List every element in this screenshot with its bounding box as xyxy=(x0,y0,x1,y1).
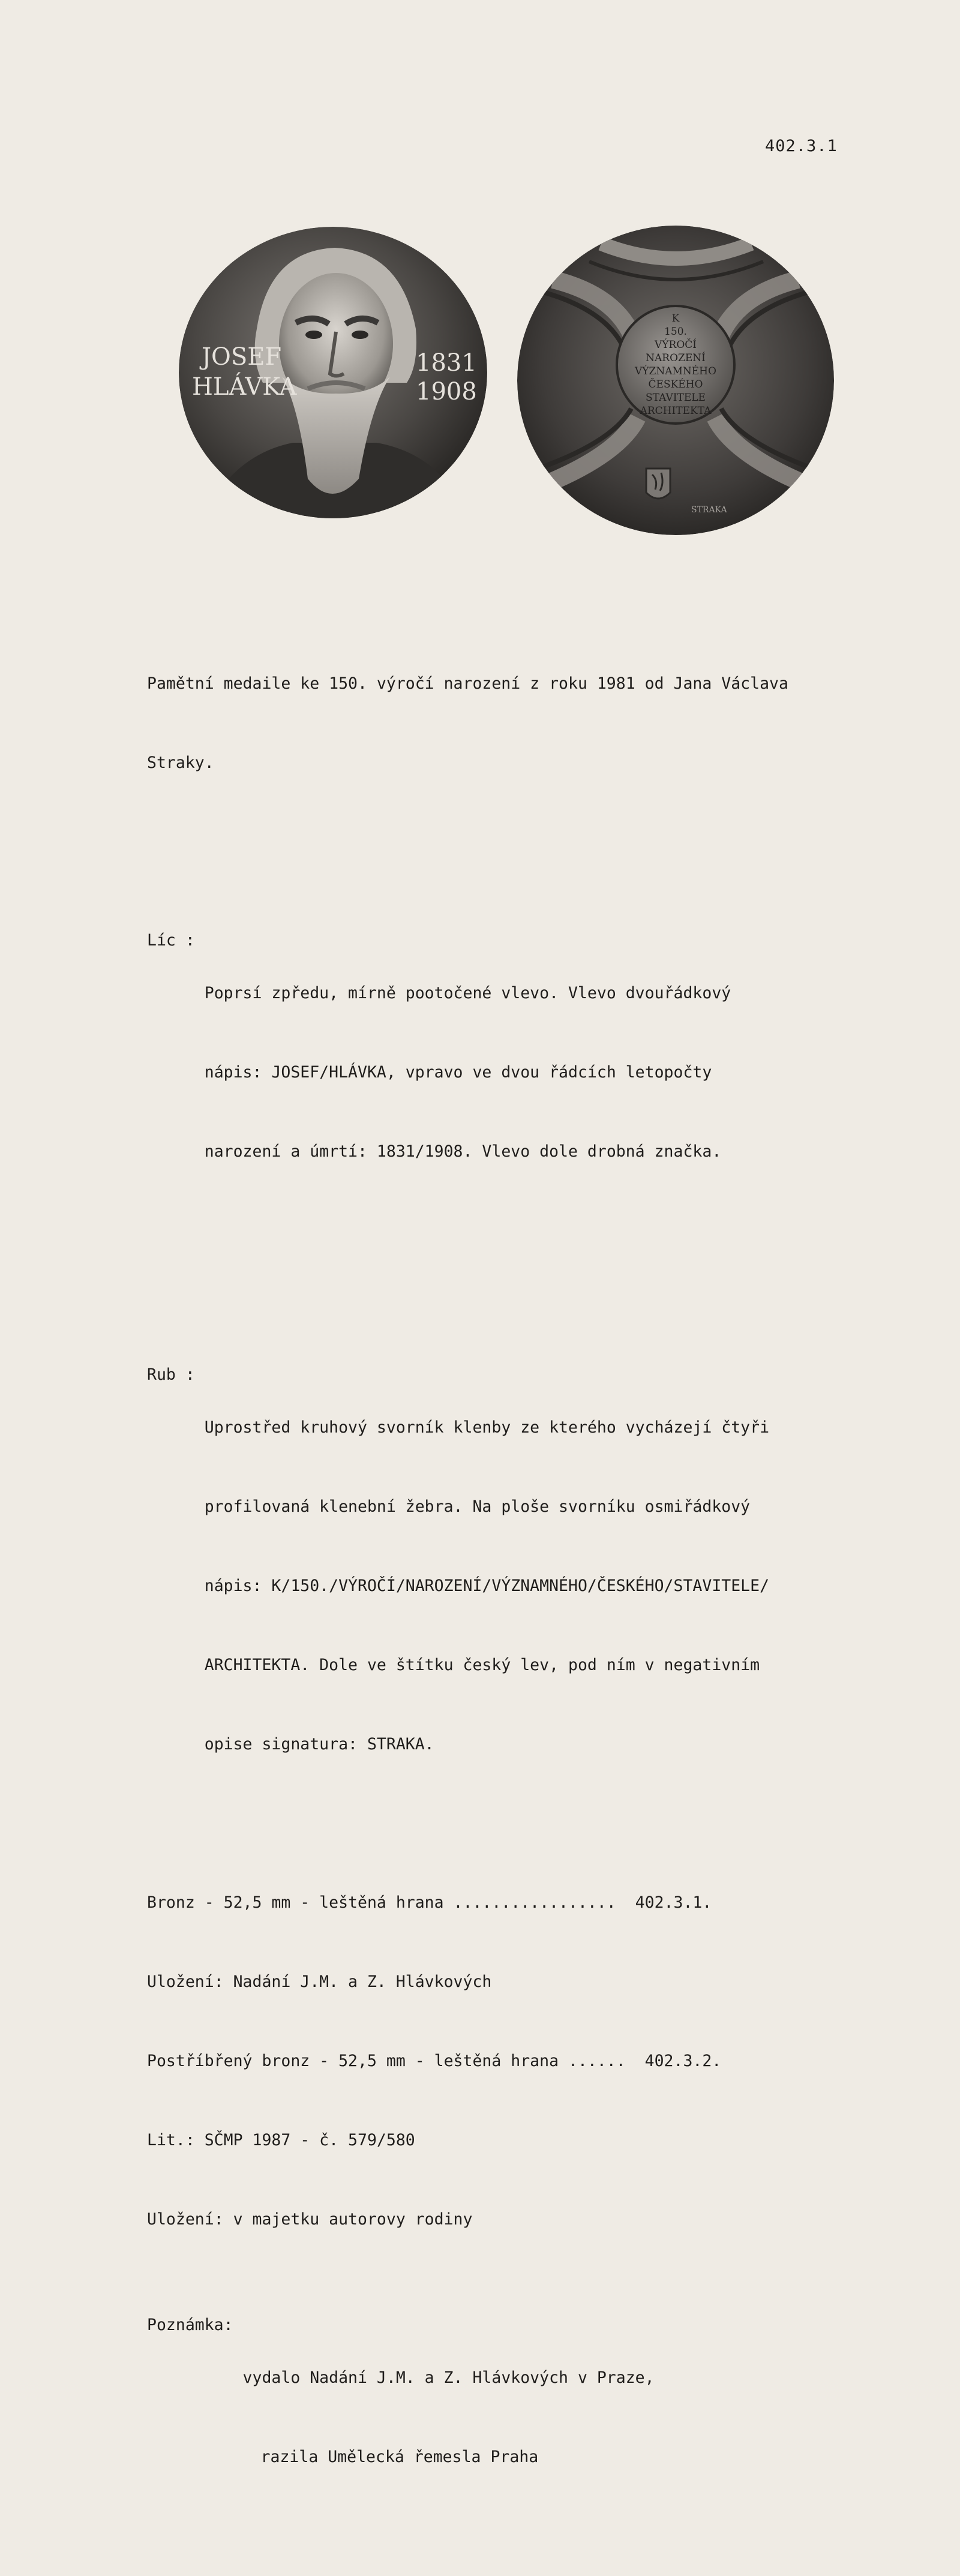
reverse-shield-lion xyxy=(646,469,670,499)
reverse-inscription-line-3: VÝROČÍ xyxy=(655,339,697,351)
description-title-line-1: Pamětní medaile ke 150. výročí narození z roku 1981 od Jana Václava xyxy=(147,674,788,693)
reverse-inscription-line-6: ČESKÉHO xyxy=(648,379,703,391)
rub-line-2: profilovaná klenební žebra. Na ploše svorníku osmiřádkový xyxy=(204,1497,751,1516)
reverse-inscription-line-5: VÝZNAMNÉHO xyxy=(635,365,716,377)
note-line-2: razila Umělecká řemesla Praha xyxy=(260,2448,539,2466)
rub-section xyxy=(147,1362,867,1811)
detail-line: Postříbřený bronz - 52,5 mm - leštěná hrana ...... 402.3.2. xyxy=(147,2052,722,2070)
note-section xyxy=(147,2312,867,2523)
detail-line: Bronz - 52,5 mm - leštěná hrana ................. 402.3.1. xyxy=(147,1893,712,1912)
description-title-line-2: Straky. xyxy=(147,753,214,772)
reverse-inscription-line-2: 150. xyxy=(664,326,687,338)
detail-line: Uložení: Nadání J.M. a Z. Hlávkových xyxy=(147,1972,492,1991)
reverse-inscription-line-1: K xyxy=(671,313,680,325)
lic-line-3: narození a úmrtí: 1831/1908. Vlevo dole drobná značka. xyxy=(204,1142,722,1161)
rub-line-3: nápis: K/150./VÝROČÍ/NAROZENÍ/VÝZNAMNÉHO/ČESKÉHO/STAVITELE/ xyxy=(204,1577,770,1595)
medal-reverse-vault xyxy=(517,226,834,535)
rub-label: Rub : xyxy=(147,1365,205,1384)
reverse-signature: STRAKA xyxy=(691,505,727,515)
note-line-1: vydalo Nadání J.M. a Z. Hlávkových v Praze, xyxy=(242,2368,655,2387)
detail-line: Lit.: SČMP 1987 - č. 579/580 xyxy=(147,2131,415,2149)
reverse-inscription-line-7: STAVITELE xyxy=(646,392,706,404)
rub-line-1: Uprostřed kruhový svorník klenby ze kterého vycházejí čtyři xyxy=(204,1418,770,1437)
lic-line-2: nápis: JOSEF/HLÁVKA, vpravo ve dvou řádcích letopočty xyxy=(204,1063,712,1082)
medal-obverse-portrait xyxy=(179,227,487,518)
catalog-number: 402.3.1 xyxy=(765,137,838,155)
lic-section xyxy=(147,927,867,1218)
obverse-inscription-year-birth: 1831 xyxy=(416,349,477,377)
medal-obverse-image xyxy=(179,227,487,518)
medal-description xyxy=(147,618,867,2576)
reverse-inscription-line-4: NAROZENÍ xyxy=(646,352,706,364)
lic-line-1: Poprsí zpředu, mírně pootočené vlevo. Vlevo dvouřádkový xyxy=(204,984,731,1002)
obverse-inscription-name-2: HLÁVKA xyxy=(192,373,297,401)
obverse-inscription-name-1: JOSEF xyxy=(202,343,282,371)
rub-line-5: opise signatura: STRAKA. xyxy=(204,1735,434,1754)
medal-reverse-image xyxy=(517,226,834,535)
obverse-inscription-year-death: 1908 xyxy=(416,378,477,406)
detail-line: Uložení: v majetku autorovy rodiny xyxy=(147,2210,473,2229)
lic-label: Líc : xyxy=(147,931,205,950)
note-label: Poznámka: xyxy=(147,2316,243,2334)
rub-line-4: ARCHITEKTA. Dole ve štítku český lev, pod ním v negativním xyxy=(204,1656,760,1674)
reverse-inscription-line-8: ARCHITEKTA xyxy=(640,405,712,417)
